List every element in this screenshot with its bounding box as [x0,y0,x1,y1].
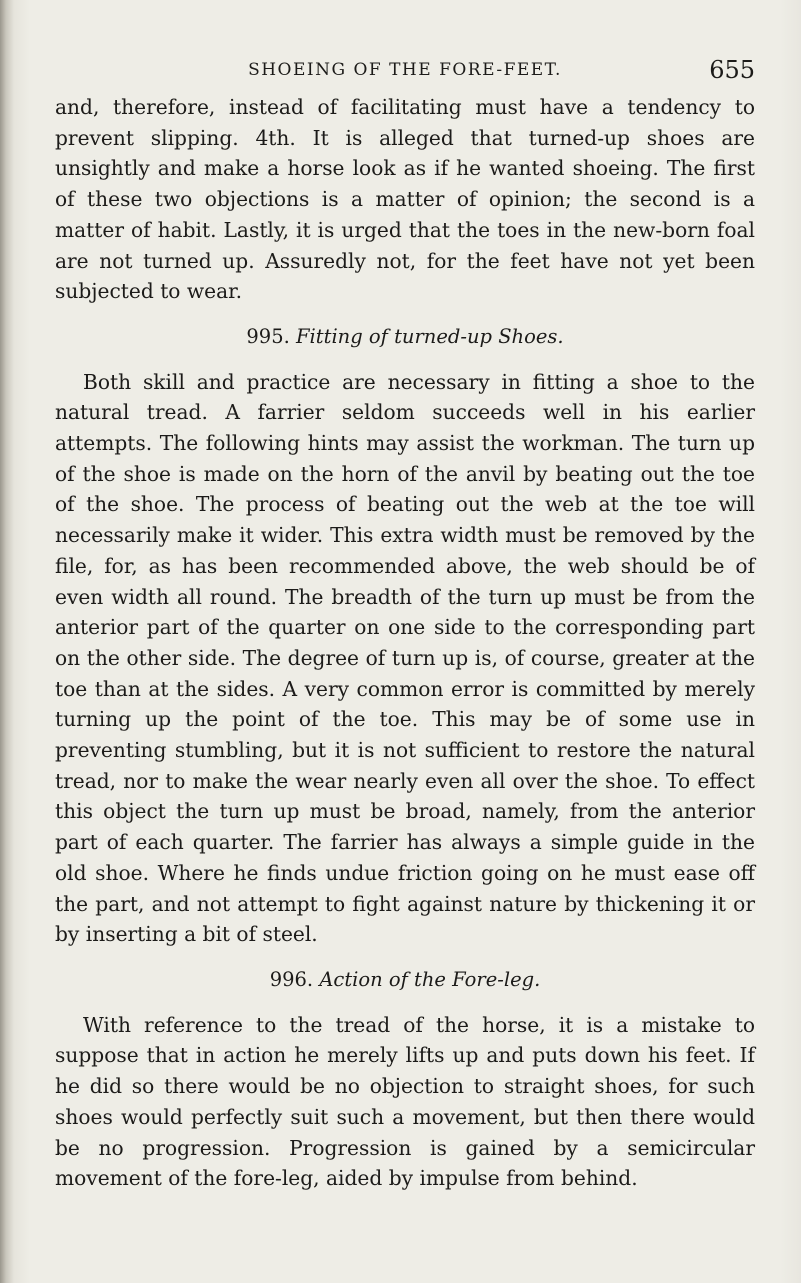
section-number: 996. [269,967,314,991]
section-title: Action of the Fore-leg. [319,967,541,991]
running-head [55,56,755,88]
running-title: SHOEING OF THE FORE-FEET. [248,60,562,80]
section-number: 995. [246,324,290,348]
section-heading-996 [55,965,755,996]
body-text [55,92,755,1194]
paragraph-action: With reference to the tread of the horse, it is a mistake to suppose that in action he merely lifts up and puts down his feet. If he did so there would be no objection to straight shoes, for such shoes would perfectly suit such a movement, but then there would be no progression. Progression is gained by a semicircular movement of the fore-leg, aided by impulse from behind. [55,1012,755,1191]
section-title: Fitting of turned-up Shoes. [296,324,564,348]
paragraph-continued: and, therefore, instead of facilitating must have a tendency to prevent slipping. 4th. It is alleged that turned-up shoes are unsightly and make a horse look as if he wanted shoeing. The first of these two objections is a matter of opinion; the second is a matter of habit. Lastly, it is urged that the toes in the new-born foal are not turned up. Assuredly not, for the feet have not yet been subjected to wear. [55,95,755,304]
paragraph-fitting: Both skill and practice are necessary in fitting a shoe to the natural tread. A farrier seldom succeeds well in his earlier attempts. The following hints may assist the workman. The turn up of the shoe is made on the horn of the anvil by beating out the toe of the shoe. The process of beating out the web at the toe will necessarily make it wider. This extra width must be removed by the file, for, as has been recommended above, the web should be of even width all round. The breadth of the turn up must be from the anterior part of the quarter on one side to the corresponding part on the other side. The degree of turn up is, of course, greater at the toe than at the sides. A very common error is committed by merely turning up the point of the toe. This may be of some use in preventing stumbling, but it is not sufficient to restore the natural tread, nor to make the wear nearly even all over the shoe. To effect this object the turn up must be broad, namely, from the anterior part of each quarter. The farrier has always a simple guide in the old shoe. Where he finds undue friction going on he must ease off the part, and not attempt to fight against nature by thickening it or by inserting a bit of steel. [55,369,755,947]
page-number: 655 [709,56,755,84]
section-heading-995 [55,322,755,353]
